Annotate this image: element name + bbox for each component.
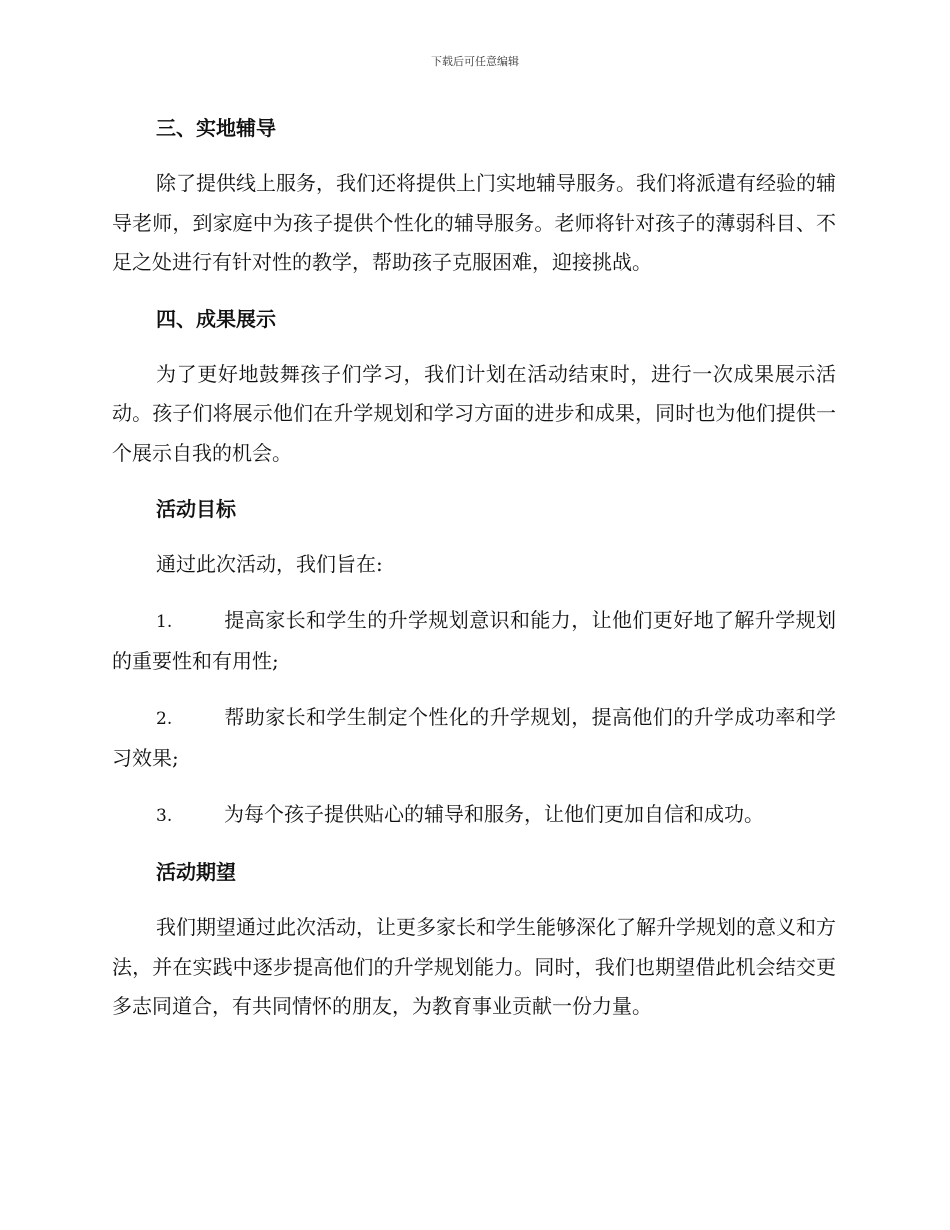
section-paragraph-onsite-tutoring: 除了提供线上服务，我们还将提供上门实地辅导服务。我们将派遣有经验的辅导老师，到家庭中为孩子提供个性化的辅导服务。老师将针对孩子的薄弱科目、不足之处进行有针对性的教学，帮助孩子克服困难，迎接挑战。 [112,171,836,274]
section-heading-activity-goals: 活动目标 [156,497,236,521]
list-item-text: 提高家长和学生的升学规划意识和能力，让他们更好地了解升学规划的重要性和有用性; [112,607,836,673]
list-item [112,698,836,779]
page-header: 下载后可任意编辑 [431,55,519,68]
section-heading-results-showcase: 四、成果展示 [156,306,276,331]
list-item [112,601,836,682]
section-heading-onsite-tutoring: 三、实地辅导 [156,116,276,140]
goals-intro-paragraph: 通过此次活动，我们旨在: [156,552,383,576]
document-body [112,108,836,1043]
list-item-text: 为每个孩子提供贴心的辅导和服务，让他们更加自信和成功。 [224,801,764,826]
section-heading-activity-expectations: 活动期望 [156,860,236,884]
list-item-number: 2. [156,708,173,729]
list-item-number: 1. [156,611,173,632]
section-paragraph-activity-expectations: 我们期望通过此次活动，让更多家长和学生能够深化了解升学规划的意义和方法，并在实践中逐步提高他们的升学规划能力。同时，我们也期望借此机会结交更多志同道合，有共同情怀的朋友，为教育事业贡献一份力量。 [112,915,836,1018]
list-item-text: 帮助家长和学生制定个性化的升学规划，提高他们的升学成功率和学习效果; [112,704,836,770]
section-paragraph-results-showcase: 为了更好地鼓舞孩子们学习，我们计划在活动结束时，进行一次成果展示活动。孩子们将展示他们在升学规划和学习方面的进步和成果，同时也为他们提供一个展示自我的机会。 [112,361,836,465]
list-item-number: 3. [156,805,173,826]
list-item [112,795,836,837]
